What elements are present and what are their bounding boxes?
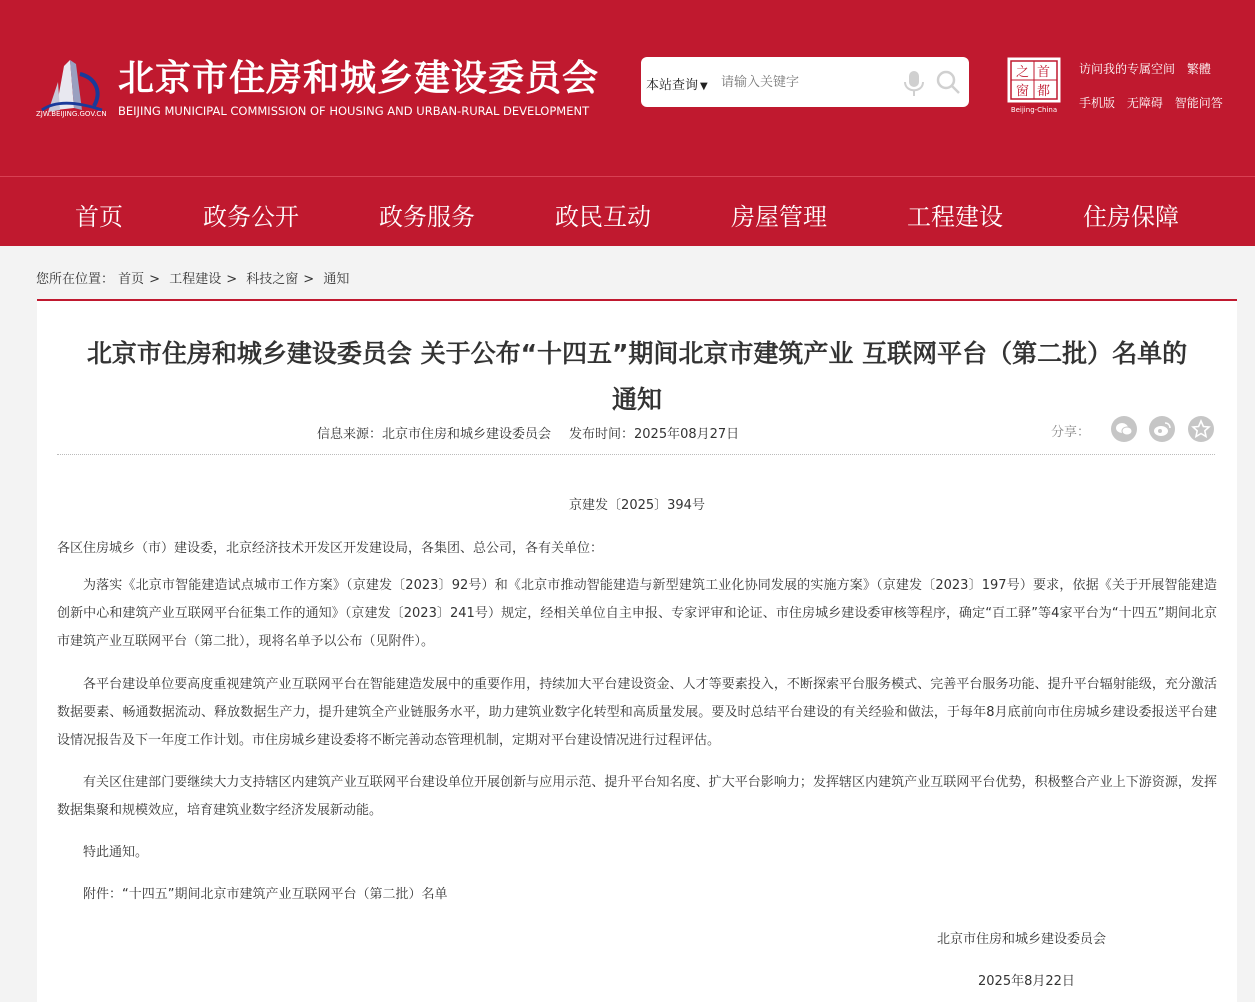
breadcrumb-separator: > [149,272,161,287]
site-subtitle: BEIJING MUNICIPAL COMMISSION OF HOUSING AND URBAN-RURAL DEVELOPMENT [118,104,590,118]
star-icon [1188,416,1214,442]
search-scope-label: 本站查询 [646,78,699,93]
attachment-link[interactable]: 附件：“十四五”期间北京市建筑产业互联网平台（第二批）名单 [83,887,448,902]
breadcrumb-prefix: 您所在位置： [36,272,115,287]
capital-logo-char-4: 都 [1037,84,1051,99]
article-container [37,299,1237,1002]
article-publish-time: 发布时间：2025年08月27日 [569,427,740,442]
article-source: 信息来源：北京市住房和城乡建设委员会 [317,427,552,442]
search-icon[interactable] [935,69,961,95]
search-scope-select[interactable] [646,74,708,93]
search-input[interactable] [721,71,896,93]
share-wechat-button[interactable] [1111,416,1137,442]
chevron-down-icon: ▼ [700,81,708,92]
paragraph: 有关区住建部门要继续大力支持辖区内建筑产业互联网平台建设单位开展创新与应用示范、提升平台知名度、扩大平台影响力；发挥辖区内建筑产业互联网平台优势，积极整合产业上下游资源，发挥数据集聚和规模效应，培育建筑业数字经济发展新动能。 [57,775,1217,818]
capital-logo-char-1: 之 [1016,65,1030,80]
personal-space-link[interactable]: 访问我的专属空间 [1079,62,1176,76]
nav-item-gov-affairs-open[interactable]: 政务公开 [203,203,299,231]
breadcrumb-separator: > [226,272,238,287]
capital-logo-char-3: 窗 [1016,84,1030,99]
signer: 北京市住房和城乡建设委员会 [937,932,1107,947]
capital-logo-sub: Beijing-China [1010,106,1058,114]
nav-item-gov-services[interactable]: 政务服务 [379,203,475,231]
paragraph: 为落实《北京市智能建造试点城市工作方案》（京建发〔2023〕92号）和《北京市推动智能建造与新型建筑工业化协同发展的实施方案》（京建发〔2023〕197号）要求，依据《关于开展智能建造创新中心和建筑产业互联网平台征集工作的通知》（京建发〔2023〕241号）规定，经相关单位自主申报、专家评审和论证、市住房城乡建设委审核等程序，确定“百工驿”等4家平台为“十四五”期间北京市建筑产业互联网平台（第二批），现将名单予以公布（见附件）。 [57,578,1217,649]
accessibility-link[interactable]: 无障碍 [1126,96,1163,110]
weibo-icon [1149,416,1175,442]
microphone-icon[interactable] [901,69,927,97]
article-title: 北京市住房和城乡建设委员会 关于公布“十四五”期间北京市建筑产业 互联网平台（第二批）名单的通知 [86,339,1188,414]
mobile-version-link[interactable]: 手机版 [1079,96,1116,110]
article-meta [317,423,739,442]
top-links-row-2 [1079,94,1231,111]
breadcrumb-home[interactable]: 首页 [118,272,145,287]
search-box [641,57,969,107]
nav-item-engineering[interactable]: 工程建设 [907,203,1003,231]
sign-date: 2025年8月22日 [978,974,1075,989]
divider [57,454,1215,455]
top-links-row-1 [1079,60,1219,77]
nav-item-housing-security[interactable]: 住房保障 [1083,203,1179,231]
nav-item-interaction[interactable]: 政民互动 [555,203,651,231]
document-number: 京建发〔2025〕394号 [569,498,705,513]
breadcrumb-notice[interactable]: 通知 [323,272,350,287]
site-header [0,0,1255,176]
site-title[interactable]: 北京市住房和城乡建设委员会 [118,58,600,99]
smart-qa-link[interactable]: 智能问答 [1174,96,1223,110]
main-nav [0,176,1255,246]
capital-logo-char-2: 首 [1037,65,1051,80]
nav-item-housing-management[interactable]: 房屋管理 [731,203,827,231]
capital-window-logo[interactable] [1006,56,1062,114]
breadcrumb-engineering[interactable]: 工程建设 [169,272,222,287]
paragraph-closing: 特此通知。 [83,845,149,860]
share-weibo-button[interactable] [1149,416,1175,442]
salutation: 各区住房城乡（市）建设委，北京经济技术开发区开发建设局，各集团、总公司，各有关单位： [57,541,604,556]
paragraph: 各平台建设单位要高度重视建筑产业互联网平台在智能建造发展中的重要作用，持续加大平台建设资金、人才等要素投入，不断探索平台服务模式、完善平台服务功能、提升平台辐射能级，充分激活数据要素、畅通数据流动、释放数据生产力，提升建筑全产业链服务水平，助力建筑业数字化转型和高质量发展。要及时总结平台建设的有关经验和做法，于每年8月底前向市住房城乡建设委报送平台建设情况报告及下一年度工作计划。市住房城乡建设委将不断完善动态管理机制，定期对平台建设情况进行过程评估。 [57,677,1217,748]
breadcrumb-tech-window[interactable]: 科技之窗 [246,272,299,287]
breadcrumb [36,268,349,287]
nav-item-home[interactable]: 首页 [75,203,123,231]
traditional-chinese-link[interactable]: 繁體 [1186,62,1211,76]
share-label: 分享： [1051,425,1091,440]
share-favorite-button[interactable] [1188,416,1214,442]
logo-url-text: ZJW.BEIJING.GOV.CN [36,110,107,118]
wechat-icon [1111,416,1137,442]
breadcrumb-separator: > [303,272,315,287]
